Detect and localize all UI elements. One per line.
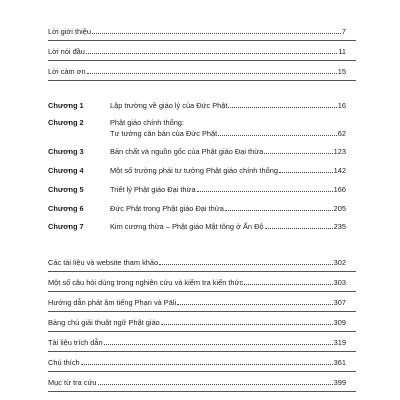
toc-entry-front-2[interactable] [48,47,346,56]
dot-leader [98,383,333,385]
dot-leader [218,134,337,136]
toc-entry-chapter-1[interactable] [110,101,346,110]
dot-leader [81,363,333,365]
toc-entry-chapter-4[interactable] [110,166,346,175]
dot-leader [159,263,333,265]
dot-leader [104,343,333,345]
divider [48,351,356,352]
toc-entry-back-5[interactable] [48,338,346,347]
toc-entry-back-6[interactable] [48,358,346,367]
toc-entry-page: 11 [338,47,346,56]
toc-entry-page: 309 [333,318,346,327]
toc-entry-back-3[interactable] [48,298,346,307]
toc-entry-title: Triết lý Phật giáo Đại thừa [110,185,196,194]
toc-entry-title: Lời nói đầu [48,47,85,56]
chapter-label: Chương 1 [48,101,84,110]
dot-leader [225,209,333,211]
chapter-label: Chương 7 [48,222,84,231]
divider [48,80,356,81]
toc-entry-page: 235 [333,222,346,231]
toc-entry-title: Tư tưởng căn bản của Đức Phật [110,129,218,138]
toc-entry-title: Đức Phật trong Phật giáo Đại thừa [110,204,224,213]
divider [48,311,356,312]
toc-entry-page: 399 [333,378,346,387]
divider [48,271,356,272]
toc-entry-front-1[interactable] [48,27,346,36]
toc-entry-title: Các tài liệu và website tham khảo [48,258,159,267]
toc-entry-back-1[interactable] [48,258,346,267]
divider [48,40,356,41]
toc-entry-back-7[interactable] [48,378,346,387]
toc-entry-title: Mục từ tra cứu [48,378,97,387]
divider [48,391,356,392]
dot-leader [197,190,333,192]
toc-entry-title: Chú thích [48,358,80,367]
toc-entry-page: 319 [333,338,346,347]
toc-entry-chapter-2[interactable] [110,129,346,138]
toc-entry-chapter-6[interactable] [110,204,346,213]
chapter-label: Chương 4 [48,166,84,175]
toc-entry-title: Kim cương thừa – Phật giáo Mật tông ở Ấn Độ [110,222,264,231]
toc-entry-chapter-7[interactable] [110,222,346,231]
toc-entry-title: Lời giới thiệu [48,27,91,36]
toc-entry-page: 166 [333,185,346,194]
toc-entry-title-line1: Phật giáo chính thống: [110,118,184,127]
toc-entry-page: 205 [333,204,346,213]
divider [48,331,356,332]
dot-leader [177,303,333,305]
dot-leader [244,283,332,285]
toc-entry-page: 123 [333,147,346,156]
toc-entry-page: 15 [337,67,346,76]
dot-leader [92,32,341,34]
divider [48,371,356,372]
chapter-label: Chương 2 [48,118,84,127]
toc-entry-page: 7 [341,27,346,36]
dot-leader [87,72,337,74]
dot-leader [161,323,333,325]
chapter-label: Chương 3 [48,147,84,156]
dot-leader [279,171,333,173]
toc-entry-chapter-5[interactable] [110,185,346,194]
toc-entry-title: Bảng chú giải thuật ngữ Phật giáo [48,318,160,327]
toc-entry-page: 16 [337,101,346,110]
toc-entry-title: Hướng dẫn phát âm tiếng Phạn và Pāli [48,298,177,307]
toc-entry-chapter-3[interactable] [110,147,346,156]
toc-entry-page: 307 [333,298,346,307]
toc-entry-page: 361 [333,358,346,367]
toc-entry-title: Bản chất và nguồn gốc của Phật giáo Đại thừa [110,147,264,156]
divider [48,291,356,292]
toc-entry-front-3[interactable] [48,67,346,76]
toc-entry-title: Lập trường về giáo lý của Đức Phật [110,101,228,110]
toc-entry-title: Lời cảm ơn [48,67,86,76]
dot-leader [264,152,332,154]
toc-entry-back-2[interactable] [48,278,346,287]
toc-entry-title: Tài liệu trích dẫn [48,338,103,347]
toc-entry-page: 302 [333,258,346,267]
dot-leader [228,106,336,108]
toc-entry-title: Một số trường phái tư tưởng Phật giáo chính thống [110,166,278,175]
toc-entry-title: Một số câu hỏi dùng trong nghiên cứu và kiểm tra kiến thức [48,278,244,287]
toc-entry-page: 303 [333,278,346,287]
toc-entry-page: 142 [333,166,346,175]
dot-leader [86,52,337,54]
dot-leader [265,227,333,229]
chapter-label: Chương 5 [48,185,84,194]
divider [48,60,356,61]
toc-entry-page: 62 [337,129,346,138]
chapter-label: Chương 6 [48,204,84,213]
toc-entry-back-4[interactable] [48,318,346,327]
